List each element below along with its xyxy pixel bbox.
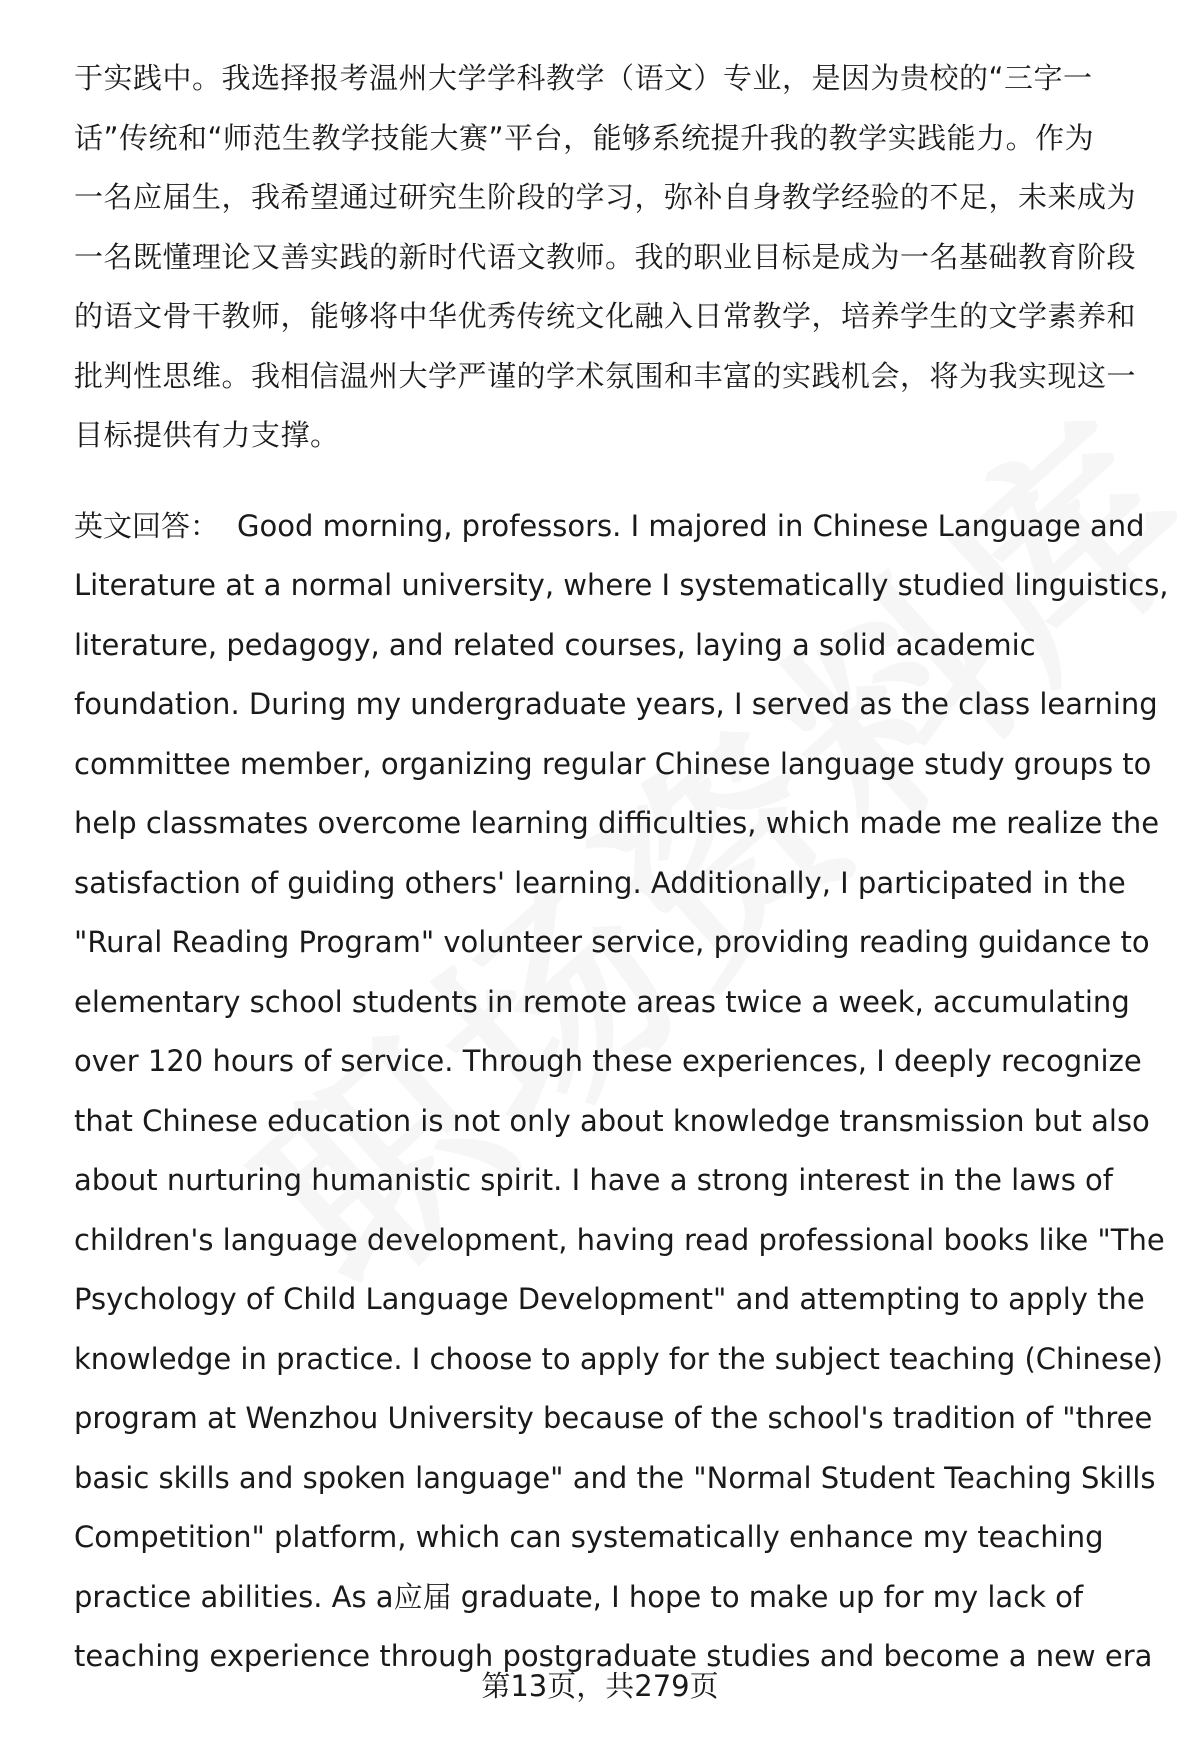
text-line-content: Good morning, professors. I majored in Chinese Language and xyxy=(237,508,1145,543)
text-line: basic skills and spoken language" and the "Normal Student Teaching Skills xyxy=(74,1460,1156,1495)
text-line: help classmates overcome learning difficulties, which made me realize the xyxy=(74,806,1160,840)
page-content xyxy=(74,0,1169,1687)
text-line: Literature at a normal university, where I systematically studied linguistics, xyxy=(74,568,1169,602)
english-paragraph xyxy=(74,497,1169,1687)
text-line: 一名应届生，我希望通过研究生阶段的学习，弥补自身教学经验的不足，未来成为 xyxy=(74,180,1137,214)
text-line: over 120 hours of service. Through these experiences, I deeply recognize xyxy=(74,1044,1142,1078)
text-line: practice abilities. As a应届 graduate, I hope to make up for my lack of xyxy=(74,1579,1084,1614)
text-line: Competition" platform, which can systematically enhance my teaching xyxy=(74,1520,1104,1554)
text-line xyxy=(74,497,1154,557)
text-line: elementary school students in remote areas twice a week, accumulating xyxy=(74,984,1130,1019)
chinese-paragraph xyxy=(74,0,1154,466)
text-line: foundation. During my undergraduate years, I served as the class learning xyxy=(74,687,1158,721)
english-answer-label: 英文回答： xyxy=(74,508,220,543)
text-line: 的语文骨干教师，能够将中华优秀传统文化融入日常教学，培养学生的文学素养和 xyxy=(74,299,1137,333)
text-line: satisfaction of guiding others' learning. Additionally, I participated in the xyxy=(74,865,1126,900)
text-line: 目标提供有力支撑。 xyxy=(74,418,340,452)
text-line: Psychology of Child Language Development" and attempting to apply the xyxy=(74,1282,1145,1316)
text-line: that Chinese education is not only about knowledge transmission but also xyxy=(74,1103,1150,1138)
text-line: program at Wenzhou University because of the school's tradition of "three xyxy=(74,1401,1153,1435)
text-line: children's language development, having read professional books like "The xyxy=(74,1222,1165,1257)
text-line: committee member, organizing regular Chinese language study groups to xyxy=(74,746,1152,781)
text-line: knowledge in practice. I choose to apply for the subject teaching (Chinese) xyxy=(74,1341,1163,1376)
text-line: 一名既懂理论又善实践的新时代语文教师。我的职业目标是成为一名基础教育阶段 xyxy=(74,239,1137,274)
text-line: teaching experience through postgraduate studies and become a new era xyxy=(74,1639,1153,1673)
text-line: literature, pedagogy, and related courses, laying a solid academic xyxy=(74,627,1036,662)
text-line: about nurturing humanistic spirit. I have a strong interest in the laws of xyxy=(74,1163,1114,1197)
text-line: "Rural Reading Program" volunteer service, providing reading guidance to xyxy=(74,925,1150,959)
text-line: 于实践中。我选择报考温州大学学科教学（语文）专业，是因为贵校的“三字一 xyxy=(74,61,1093,95)
page-indicator: 第13页，共279页 xyxy=(481,1669,719,1703)
text-line: 话”传统和“师范生教学技能大赛”平台，能够系统提升我的教学实践能力。作为 xyxy=(74,120,1095,155)
text-line: 批判性思维。我相信温州大学严谨的学术氛围和丰富的实践机会，将为我实现这一 xyxy=(74,358,1137,393)
